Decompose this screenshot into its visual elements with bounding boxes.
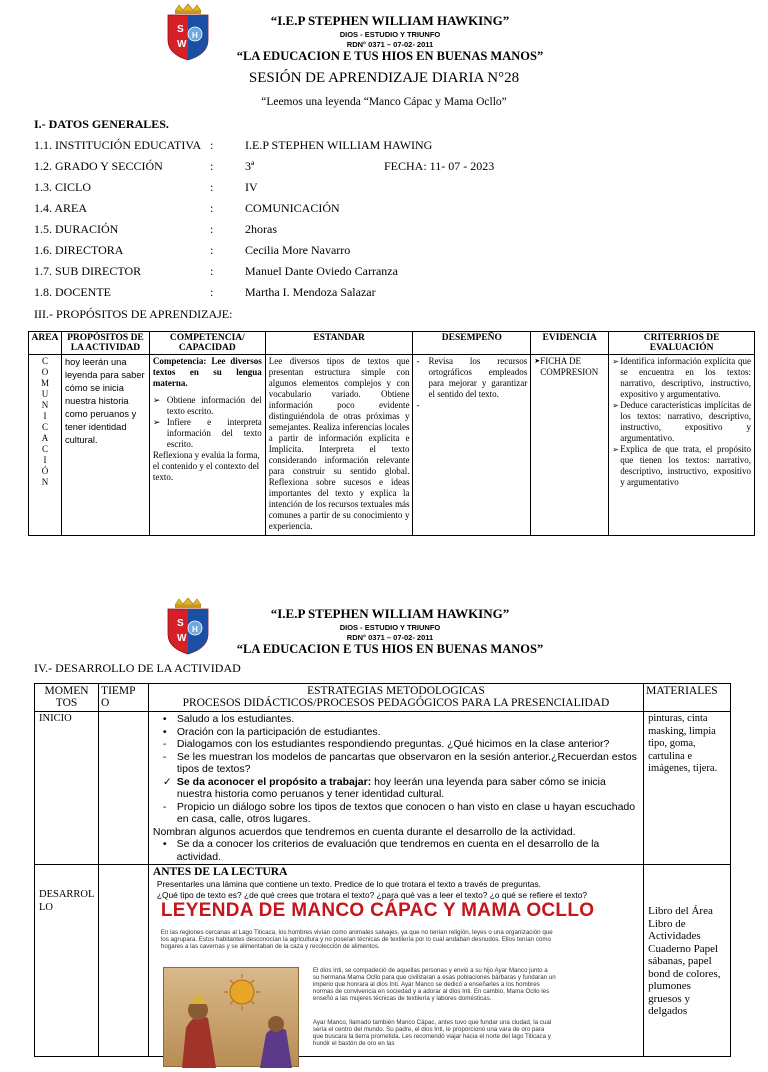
- inicio-estrategias: [148, 712, 643, 865]
- area-letter: Ó: [41, 466, 49, 476]
- desarrollo-table: [34, 683, 731, 1057]
- school-motto: DIOS - ESTUDIO Y TRIUNFO: [339, 30, 441, 39]
- datos-value: Martha I. Mendoza Salazar: [245, 285, 376, 299]
- datos-value: Cecilia More Navarro: [245, 243, 351, 257]
- check-icon: ✓: [162, 775, 172, 788]
- area-letter: C: [41, 356, 48, 366]
- col-header: COMPETENCIA/ CAPACIDAD: [149, 332, 265, 355]
- proposito-label: Se da aconocer el propósito a trabajar:: [176, 775, 372, 788]
- inicio-item: [153, 751, 639, 776]
- col-header: DESEMPEÑO: [413, 332, 531, 355]
- arrow-bullet-icon: ➢: [612, 401, 619, 410]
- datos-sep: :: [210, 285, 214, 299]
- legend-title: LEYENDA DE MANCO CÁPAC Y MAMA OCLLO: [160, 899, 595, 921]
- capacidad-text: Infiere e interpreta información del texto escrito.: [166, 417, 262, 449]
- proposito-cell: hoy leerán una leyenda para saber cómo se inicia nuestra historia como peruanos y tener identidad cultural.: [61, 355, 149, 536]
- datos-sep: :: [210, 159, 214, 173]
- col-header: CRITERRIOS DE EVALUACIÓN: [609, 332, 755, 355]
- datos-label: 1.2. GRADO Y SECCIÓN: [34, 159, 163, 173]
- criterio-item: [612, 400, 751, 444]
- datos-value: 2horas: [245, 222, 277, 236]
- svg-text:H: H: [192, 625, 198, 634]
- session-subtitle: “Leemos una leyenda “Manco Cápac y Mama Ocllo”: [261, 96, 507, 108]
- dash-bullet: -: [162, 738, 167, 750]
- estandar-cell: Lee diversos tipos de textos que presentan estructura simple con algunos elementos complejos y con vocabulario variado. Obtiene información poco evidente distinguiéndola de otras próximas y semejantes. Realiza inferencias locales a partir de información explícita e Implícita. Interpreta el texto considerando información relevante para construir su sentido global. Reflexiona sobre sucesos e ideas importantes del texto y explica la intención de los recursos textuales más comunes a partir de su conocimiento y experiencia.: [265, 355, 413, 536]
- datos-label: 1.1. INSTITUCIÓN EDUCATIVA: [34, 138, 202, 152]
- inicio-text: Dialogamos con los estudiantes respondiendo preguntas. ¿Qué hicimos en la clase anterior?: [176, 738, 610, 750]
- materiales-inicio: pinturas, cinta masking, limpia tipo, goma, cartulina e imágenes, tijera.: [644, 712, 731, 865]
- col-header: ESTANDAR: [265, 332, 413, 355]
- criterio-text: Deduce características implícitas de los textos: narrativo, descriptivo, instructivo, expositivo y argumentativo.: [620, 400, 751, 443]
- propositos-table: [28, 331, 755, 536]
- datos-value: Manuel Dante Oviedo Carranza: [245, 264, 398, 278]
- col-header: PROPÓSITOS DE LA ACTIVIDAD: [61, 332, 149, 355]
- inicio-item: [153, 838, 639, 863]
- bullet-icon: •: [162, 713, 167, 725]
- datos-label: 1.5. DURACIÓN: [34, 222, 119, 236]
- capacidad-text: Obtiene información del texto escrito.: [166, 395, 262, 416]
- school-motto: DIOS - ESTUDIO Y TRIUNFO: [339, 623, 441, 632]
- col-header: EVIDENCIA: [531, 332, 609, 355]
- area-cell: [29, 355, 62, 536]
- col-header: TIEMP O: [99, 684, 149, 712]
- datos-sep: :: [210, 264, 214, 278]
- area-letter: C: [41, 422, 48, 432]
- arrow-bullet-icon: ➢: [152, 417, 161, 427]
- desarrollo-estrategias: [148, 865, 643, 1057]
- col-header: MOMEN TOS: [35, 684, 99, 712]
- school-rdn: RDN° 0371 – 07-02- 2011: [346, 633, 434, 642]
- criterio-text: Identifica información explícita que se encuentra en los textos: narrativo, descriptivo, instructivo, expositivo y argumentativo.: [620, 356, 751, 399]
- area-letter: A: [41, 433, 49, 443]
- legend-image: [153, 899, 639, 1055]
- manco-capac-illustration: [163, 967, 299, 1067]
- competencia-cell: [149, 355, 265, 536]
- evidencia-item: [534, 356, 605, 378]
- inicio-item: [153, 776, 639, 801]
- svg-text:W: W: [177, 633, 187, 644]
- legend-paragraph: Ayar Manco, llamado también Manco Cápac, antes tuvo que fundar una ciudad, la cual sería el centro del mundo. Su padre, el dios Inti, le proporcionó una vara de oro para que buscara la tierra prometida. Les recomendó viajar hacia el norte del lago Titicaca y hundir el bastón de oro en las: [312, 1018, 552, 1048]
- tiempo-inicio: [99, 712, 149, 865]
- school-rdn: RDN° 0371 – 07-02- 2011: [346, 40, 434, 49]
- datos-value: I.E.P STEPHEN WILLIAM HAWING: [245, 138, 433, 152]
- datos-label: 1.6. DIRECTORA: [34, 243, 124, 257]
- dash-bullet: -: [416, 356, 420, 366]
- inicio-text: Oración con la participación de estudiantes.: [176, 725, 381, 738]
- datos-value: IV: [245, 180, 258, 194]
- arrow-bullet-icon: ➢: [612, 357, 619, 366]
- inicio-text: hoy leerán una leyenda para saber cómo se inicia nuestra historia como peruanos y tener identidad cultural.: [176, 775, 606, 800]
- inicio-item: [153, 713, 639, 726]
- svg-text:S: S: [177, 24, 184, 35]
- school-slogan: “LA EDUCACION E TUS HIOS EN BUENAS MANOS”: [236, 642, 544, 656]
- datos-label: 1.4. AREA: [34, 201, 88, 215]
- criterio-item: [612, 444, 751, 488]
- datos-value: COMUNICACIÓN: [245, 201, 340, 215]
- area-letter: M: [40, 378, 49, 388]
- inicio-text: Se da a conocer los criterios de evaluación que tendremos en cuenta en el desarrollo de la actividad.: [176, 838, 600, 863]
- datos-fecha: FECHA: 11- 07 - 2023: [384, 159, 495, 173]
- capacidad-tail: Reflexiona y evalúa la forma, el contenido y el contexto del texto.: [152, 450, 260, 482]
- competencia-text: Competencia: Lee diversos textos en su lengua materna.: [152, 356, 262, 388]
- col-header: AREA: [29, 332, 62, 355]
- inicio-text: Se les muestran los modelos de pancartas que observaron en la sesión anterior.¿Recuerdan estos tipos de textos?: [176, 750, 637, 775]
- inicio-item: Nombran algunos acuerdos que tendremos en cuenta durante el desarrollo de la actividad.: [152, 825, 576, 838]
- svg-text:H: H: [192, 31, 198, 40]
- inicio-text: Saludo a los estudiantes.: [176, 713, 295, 725]
- area-letter: U: [41, 389, 49, 399]
- area-letter: N: [41, 400, 49, 410]
- col-header-estrategias: [148, 684, 643, 712]
- area-letter: I: [43, 455, 47, 465]
- datos-sep: :: [210, 138, 214, 152]
- antes-lectura-heading: ANTES DE LA LECTURA: [152, 866, 288, 878]
- materiales-desarrollo: Libro del Área Libro de Actividades Cuaderno Papel sábanas, papel bond de colores, plumones gruesos y delgados: [644, 865, 731, 1057]
- datos-sep: :: [210, 180, 214, 194]
- desempeno-extra: -: [416, 400, 420, 410]
- school-name: “I.E.P STEPHEN WILLIAM HAWKING”: [270, 13, 510, 28]
- datos-heading: I.- DATOS GENERALES.: [34, 117, 169, 131]
- arrow-bullet-icon: ➢: [152, 395, 161, 405]
- propositos-heading: III.- PROPÓSITOS DE APRENDIZAJE:: [34, 307, 233, 321]
- estrategias-title: ESTRATEGIAS METODOLOGICAS: [307, 685, 485, 697]
- datos-value: 3ª: [245, 159, 255, 173]
- evidencia-text: FICHA DE COMPRESION: [540, 356, 599, 377]
- legend-paragraph: El dios Inti, se compadeció de aquellas personas y envió a su hijo Ayar Manco junto a su hermana Mama Ocllo para que civilizaran a esas poblaciones bárbaras y fundaran un imperio que honrara al dios Inti. Ayar Manco se dedicó a enseñarles a los hombres normas de convivencia en sociedad y a adorar al dios Inti. En cambio, Mama Ocllo les enseñó a las mujeres técnicas de textilería y labores domésticas.: [312, 966, 556, 1003]
- arrow-bullet-icon: ➤: [534, 357, 541, 365]
- desempeno-item: [416, 356, 527, 400]
- bullet-icon: •: [162, 838, 167, 850]
- antes-questions: ¿Qué tipo de texto es? ¿de qué crees que trotara el texto? ¿para qué vas a leer el texto? ¿o qué se refiere el texto?: [156, 889, 588, 900]
- inicio-text: Propicio un diálogo sobre los tipos de textos que conocen o han visto en clase u hayan escuchado en casa, calle, otros lugares.: [176, 800, 636, 825]
- dash-bullet: -: [162, 800, 167, 813]
- evidencia-cell: [531, 355, 609, 536]
- arrow-bullet-icon: ➢: [612, 445, 619, 454]
- col-header: MATERIALES: [644, 684, 731, 712]
- desempeno-text: Revisa los recursos ortográficos empleados para mejorar y garantizar el sentido del texto.: [428, 356, 528, 399]
- area-letter: I: [43, 411, 47, 421]
- dash-bullet: -: [162, 750, 167, 763]
- inicio-item: [153, 738, 639, 751]
- datos-sep: :: [210, 222, 214, 236]
- tiempo-desarrollo: [99, 865, 149, 1057]
- antes-intro: Presentarles una lámina que contiene un texto. Predice de lo que trotara el texto a través de preguntas.: [156, 878, 541, 889]
- area-letter: C: [41, 444, 48, 454]
- school-slogan: “LA EDUCACION E TUS HIOS EN BUENAS MANOS”: [236, 49, 544, 63]
- criterios-cell: [609, 355, 755, 536]
- capacidad-item: [153, 417, 262, 450]
- momento-desarrollo: DESARROL LO: [35, 865, 99, 1057]
- datos-sep: :: [210, 201, 214, 215]
- inicio-item: [153, 726, 639, 739]
- inicio-item: [153, 801, 639, 826]
- datos-sep: :: [210, 243, 214, 257]
- criterio-item: [612, 356, 751, 400]
- desempeno-cell: [413, 355, 531, 536]
- capacidad-item: [153, 395, 262, 417]
- datos-label: 1.8. DOCENTE: [34, 285, 111, 299]
- svg-text:S: S: [177, 618, 184, 629]
- momento-inicio: INICIO: [35, 712, 99, 865]
- area-letter: N: [41, 477, 49, 487]
- svg-text:W: W: [177, 39, 187, 50]
- criterio-text: Explica de que trata, el propósito que tienen los textos: narrativo, descriptivo, instructivo, expositivo y argumentativo: [620, 444, 751, 487]
- legend-paragraph: En las regiones cercanas al Lago Titicaca, los hombres vivían como animales salvajes, ya que no tenían religión, leyes o una organización que los agrupara. Estos habitantes desconocían la agricultura y no poseían técnicas de textilería por lo cual andaban desnudos. Ellos tenían como hogares a las cavernas y se alimentaban de la caza y recolección de alimentos.: [160, 928, 553, 950]
- datos-label: 1.3. CICLO: [34, 180, 91, 194]
- area-letter: O: [41, 367, 49, 377]
- estrategias-subtitle: PROCESOS DIDÁCTICOS/PROCESOS PEDAGÓGICOS PARA LA PRESENCIALIDAD: [182, 697, 610, 709]
- session-title: SESIÓN DE APRENDIZAJE DIARIA N°28: [248, 70, 520, 86]
- desarrollo-heading: IV.- DESARROLLO DE LA ACTIVIDAD: [34, 661, 241, 675]
- datos-label: 1.7. SUB DIRECTOR: [34, 264, 142, 278]
- school-name: “I.E.P STEPHEN WILLIAM HAWKING”: [270, 606, 510, 621]
- bullet-icon: •: [162, 725, 167, 738]
